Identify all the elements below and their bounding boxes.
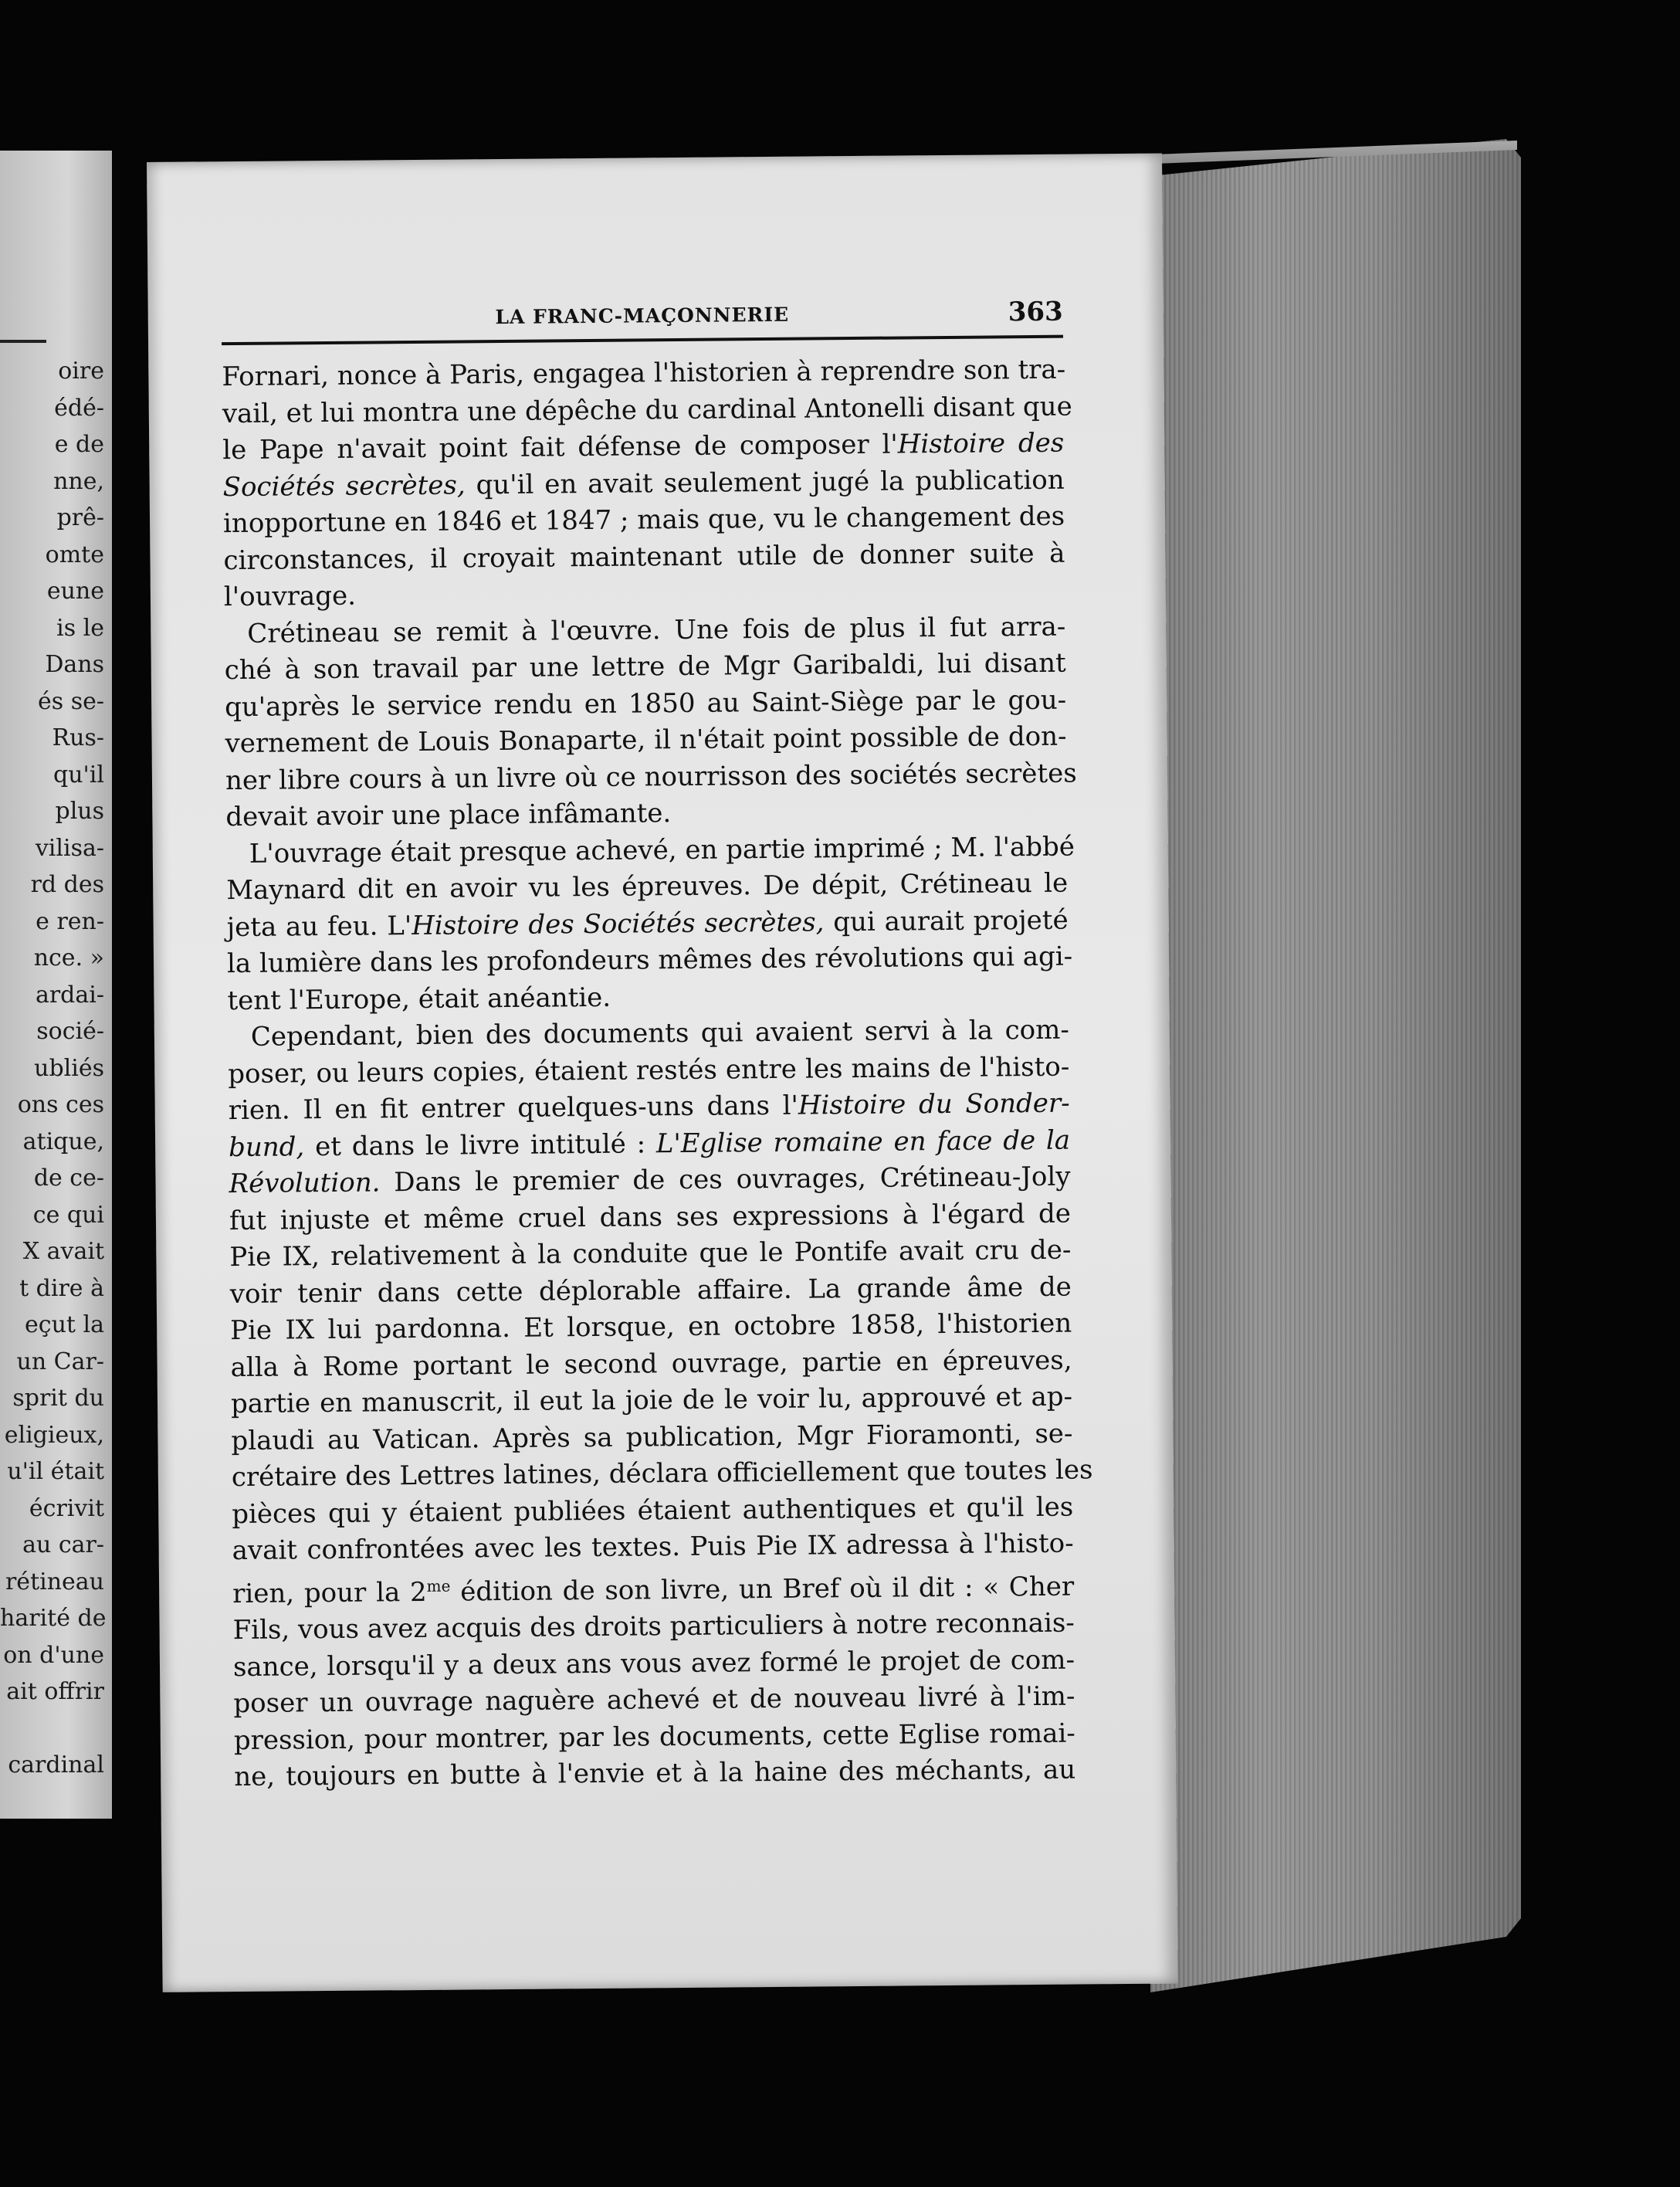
left-page-line: e ren- [36, 907, 104, 935]
text-line: rien, pour la $2^{me}$ édition de son livre, un Bref où il dit : « Cher [232, 1571, 1075, 1609]
text-line: fut injuste et même cruel dans ses expressions à l'égard de [229, 1198, 1072, 1236]
left-page-line: édé- [54, 394, 104, 422]
left-page-line: t dire à [19, 1274, 104, 1302]
text-line: alla à Rome portant le second ouvrage, partie en épreuves, [230, 1344, 1072, 1383]
left-page-text [0, 353, 107, 1784]
text-line: Cependant, bien des documents qui avaient servi à la com- [250, 1014, 1070, 1053]
text-line: sance, lorsqu'il y a deux ans vous avez formé le projet de com- [232, 1644, 1075, 1683]
text-line: ner libre cours à un livre où ce nourrisson des sociétés secrètes [225, 758, 1077, 796]
italic-title: Histoire du Sonder- [798, 1087, 1070, 1121]
left-page-line: rétineau [5, 1568, 104, 1595]
left-page-line: ubliés [34, 1054, 104, 1082]
text-line: Pie IX lui pardonna. Et lorsque, en octobre 1858, l'historien [230, 1307, 1072, 1347]
body-text [222, 352, 1093, 1796]
left-page-line: au car- [22, 1531, 104, 1558]
left-page-line: prê- [56, 504, 104, 531]
text-line: jeta au feu. L'Histoire des Sociétés secrètes, qui aurait projeté [226, 904, 1069, 943]
text-line: tent l'Europe, était anéantie. [227, 982, 611, 1016]
left-page-fragment [0, 151, 112, 1819]
text-line: qu'après le service rendu en 1850 au Saint-Siège par le gou- [224, 684, 1067, 723]
left-page-line: socié- [36, 1018, 104, 1045]
text-line: voir tenir dans cette déplorable affaire. La grande âme de [229, 1271, 1072, 1310]
text-line: partie en manuscrit, il eut la joie de le voir lu, approuvé et ap- [230, 1381, 1073, 1420]
running-header [222, 296, 1063, 346]
left-page-line: Dans [45, 651, 104, 678]
text-line: ché à son travail par une lettre de Mgr Garibaldi, lui disant [224, 647, 1066, 687]
left-page-line: on d'une [3, 1641, 104, 1669]
text-line: Maynard dit en avoir vu les épreuves. De dépit, Crétineau le [226, 867, 1069, 907]
left-page-line: oire [58, 358, 104, 385]
left-page-line: harité de [0, 1605, 107, 1632]
left-page-line: ons ces [17, 1091, 104, 1118]
text-line: Sociétés secrètes, qu'il en avait seulement jugé la publication [222, 464, 1065, 503]
text-line: Révolution. Dans le premier de ces ouvrages, Crétineau-Joly [229, 1161, 1071, 1200]
left-page-line: nce. » [33, 944, 104, 971]
text-line: la lumière dans les profondeurs mêmes des révolutions qui agi- [226, 941, 1073, 980]
italic-title: Révolution. [229, 1167, 381, 1200]
left-page-line: écrivit [29, 1494, 104, 1522]
left-page-line: nne, [53, 467, 104, 495]
text-line: bund, et dans le livre intitulé : L'Eglise romaine en face de la [228, 1124, 1071, 1163]
text-line: pièces qui y étaient publiées étaient authentiques et qu'il les [232, 1491, 1074, 1530]
text-line: Fils, vous avez acquis des droits particuliers à notre reconnais- [232, 1607, 1075, 1646]
superscript: me [426, 1576, 451, 1595]
left-page-line: sprit du [12, 1385, 104, 1412]
left-page-line: rd des [30, 871, 104, 898]
text-line: Crétineau se remit à l'œuvre. Une fois de plus il fut arra- [247, 611, 1066, 649]
text-line: inopportune en 1846 et 1847 ; mais que, vu le changement des [222, 500, 1065, 540]
italic-title: Sociétés secrètes, [222, 469, 466, 503]
left-page-line: és se- [38, 687, 104, 715]
italic-title: Histoire des Sociétés secrètes, [412, 906, 825, 941]
italic-title: bund, [228, 1131, 305, 1163]
left-page-line: eune [46, 578, 104, 605]
left-page-line: de ce- [33, 1165, 104, 1192]
left-page-line: omte [45, 541, 104, 568]
left-page-line: u'il était [7, 1458, 104, 1485]
left-page-line: cardinal [8, 1751, 104, 1778]
text-line: avait confrontées avec les textes. Puis Pie IX adressa à l'histo- [232, 1528, 1074, 1567]
text-line: devait avoir une place infâmante. [225, 798, 672, 833]
left-page-line: Rus- [52, 724, 104, 751]
text-line: plaudi au Vatican. Après sa publication, Mgr Fioramonti, se- [231, 1418, 1073, 1456]
left-page-line: un Car- [16, 1348, 104, 1375]
left-page-line: eçut la [25, 1311, 104, 1338]
left-page-line: qu'il [53, 761, 104, 788]
text-line: poser un ouvrage naguère achevé et de nouveau livré à l'im- [233, 1680, 1075, 1720]
left-page-line: plus [55, 798, 104, 825]
left-page-line: e de [54, 431, 104, 458]
left-page-line: eligieux, [4, 1421, 104, 1449]
text-line: vail, et lui montra une dépêche du cardinal Antonelli disant que [222, 391, 1072, 429]
text-line: Pie IX, relativement à la conduite que le Pontife avait cru de- [229, 1234, 1072, 1273]
book-page-edges [1150, 139, 1521, 1992]
page-number: 363 [1008, 296, 1063, 328]
text-line: rien. Il en fit entrer quelques-uns dans l'Histoire du Sonder- [228, 1087, 1070, 1127]
italic-title: Histoire des [897, 427, 1065, 460]
book-page [147, 154, 1178, 1992]
left-page-line: ce qui [32, 1201, 104, 1229]
left-page-line: atique, [22, 1127, 104, 1155]
text-line: Fornari, nonce à Paris, engagea l'historien à reprendre son tra- [222, 354, 1066, 393]
text-line: vernement de Louis Bonaparte, il n'était point possible de don- [225, 721, 1067, 760]
left-page-line: is le [56, 614, 104, 642]
text-line: circonstances, il croyait maintenant utile de donner suite à [223, 537, 1065, 576]
left-page-header-rule [0, 340, 46, 343]
running-title: LA FRANC-MAÇONNERIE [495, 303, 790, 329]
text-line: pression, pour montrer, par les documents, cette Eglise romai- [233, 1717, 1075, 1756]
text-line: poser, ou leurs copies, étaient restés entre les mains de l'histo- [228, 1051, 1070, 1090]
text-line: le Pape n'avait point fait défense de composer l'Histoire des [222, 427, 1065, 466]
text-line: L'ouvrage était presque achevé, en partie imprimé ; M. l'abbé [249, 831, 1075, 870]
left-page-line: vilisa- [35, 834, 104, 862]
italic-title: L'Eglise romaine en face de la [655, 1124, 1071, 1159]
text-line: crétaire des Lettres latines, déclara officiellement que toutes les [231, 1454, 1093, 1494]
left-page-line: X avait [22, 1238, 104, 1265]
left-page-line: ait offrir [6, 1678, 104, 1705]
text-line: l'ouvrage. [223, 580, 357, 613]
text-line: ne, toujours en butte à l'envie et à la haine des méchants, au [234, 1754, 1076, 1793]
left-page-line [0, 1711, 104, 1748]
left-page-line: ardai- [35, 981, 104, 1009]
